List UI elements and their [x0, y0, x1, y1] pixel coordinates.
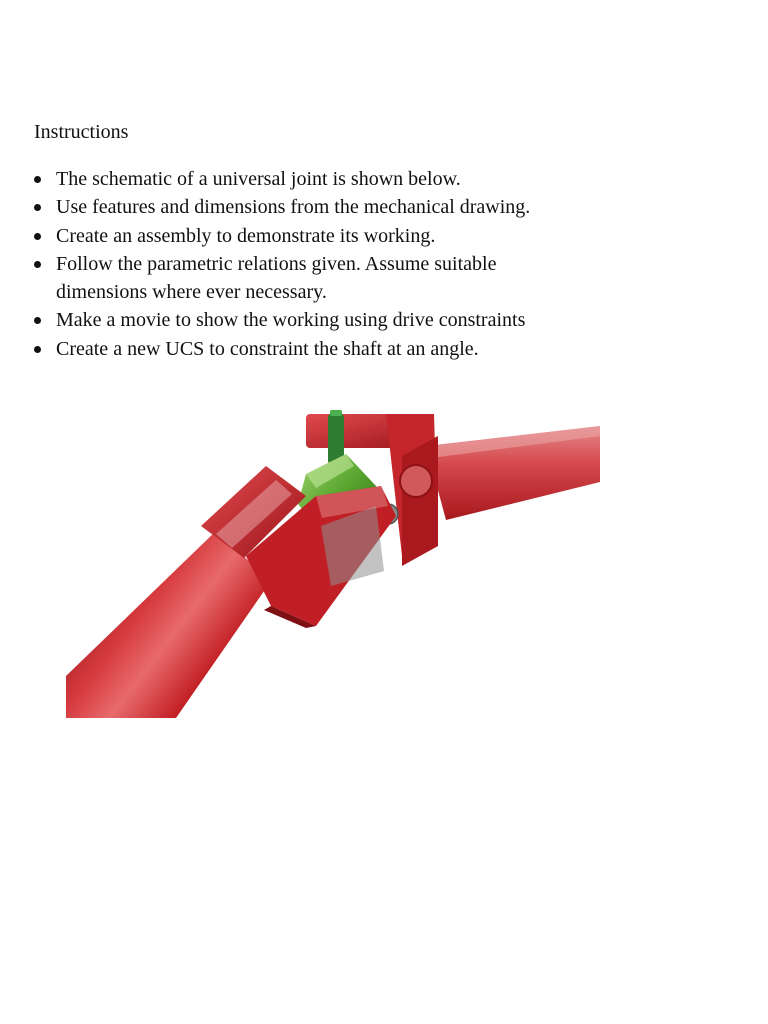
list-item-text: Use features and dimensions from the mechanical drawing. — [56, 196, 531, 219]
bullet-icon — [34, 346, 41, 353]
list-item — [34, 306, 634, 334]
bullet-icon — [34, 204, 41, 211]
list-item-text: Make a movie to show the working using drive constraints — [56, 309, 526, 332]
list-item-text: Create a new UCS to constraint the shaft at an angle. — [56, 337, 479, 360]
list-item — [34, 250, 576, 307]
list-item — [34, 165, 634, 193]
upper-shaft — [426, 426, 600, 520]
universal-joint-figure — [66, 396, 600, 718]
instruction-list — [34, 165, 634, 363]
bullet-icon — [34, 317, 41, 324]
bullet-icon — [34, 176, 41, 183]
bullet-icon — [34, 261, 41, 268]
center-pin — [328, 410, 344, 464]
list-item — [34, 335, 634, 363]
list-item-text: Create an assembly to demonstrate its working. — [56, 224, 436, 247]
bullet-icon — [34, 233, 41, 240]
list-item-text: Follow the parametric relations given. Assume suitable dimensions where ever necessary. — [56, 252, 497, 304]
list-item-text: The schematic of a universal joint is shown below. — [56, 168, 461, 190]
lower-shaft — [66, 531, 271, 718]
list-item — [34, 222, 634, 250]
document-heading: Instructions — [34, 121, 129, 143]
list-item — [34, 193, 634, 221]
universal-joint-illustration — [66, 396, 600, 718]
